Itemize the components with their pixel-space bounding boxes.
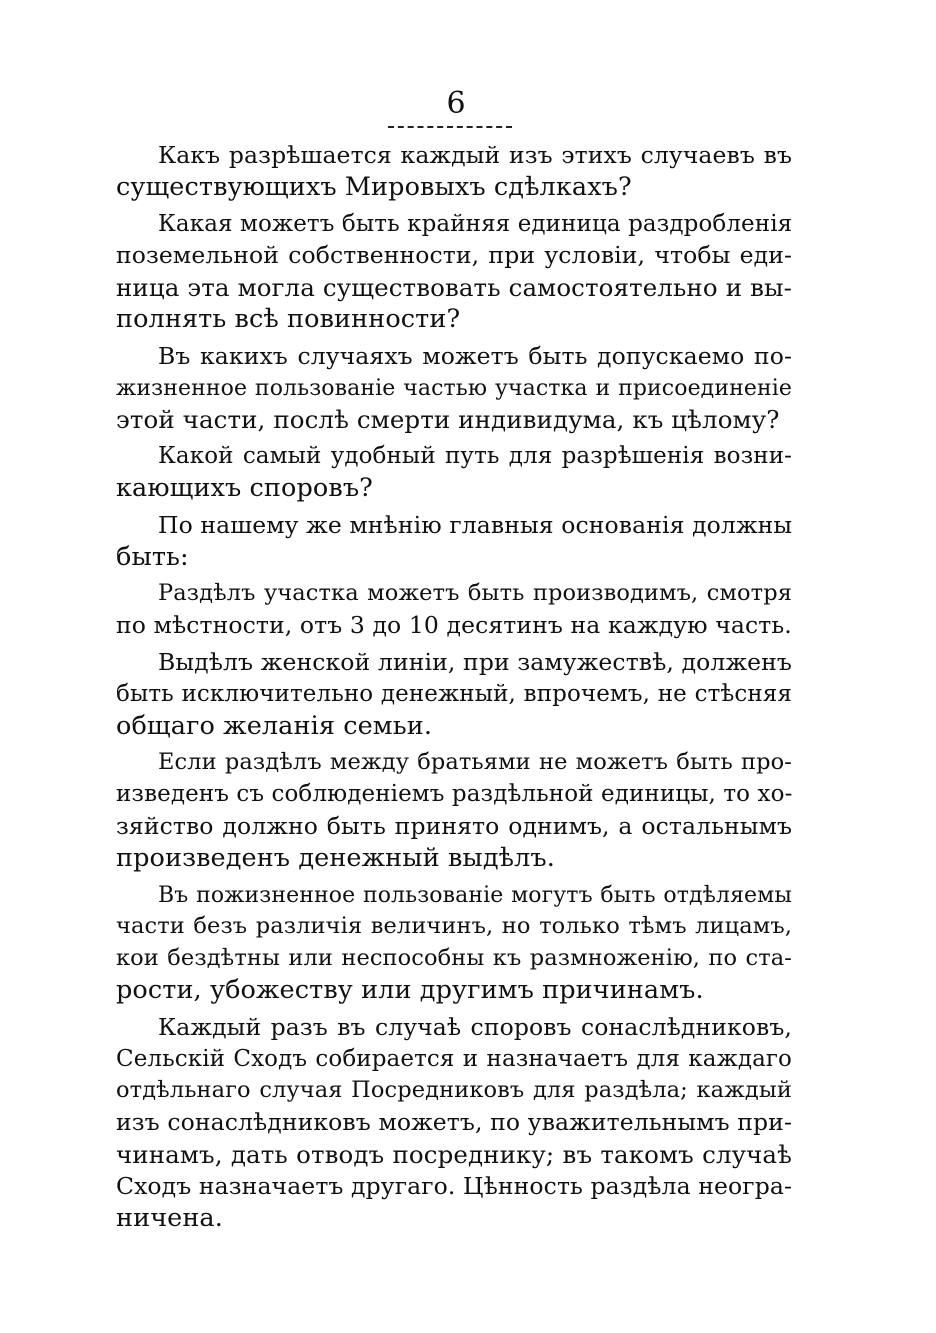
header-rule bbox=[388, 126, 512, 128]
text-line: Въ пожизненное пользованіе могутъ быть отдѣляемы bbox=[158, 882, 792, 908]
text-line: по мѣстности, отъ 3 до 10 десятинъ на каждую часть. bbox=[116, 611, 792, 640]
text-line: кающихъ споровъ? bbox=[116, 472, 373, 503]
text-line: зяйство должно быть принято однимъ, а остальнымъ bbox=[116, 811, 792, 840]
text-line: кои бездѣтны или неспособны къ размноженію, по ста- bbox=[116, 945, 792, 972]
text-line: общаго желанія семьи. bbox=[116, 710, 433, 741]
text-line: жизненное пользованіе частью участка и присоединеніе bbox=[116, 375, 792, 401]
text-line: Раздѣлъ участка можетъ быть производимъ, смотря bbox=[158, 580, 792, 607]
text-line: поземельной собственности, при условіи, чтобы еди- bbox=[116, 241, 792, 270]
text-line: быть исключительно денежный, впрочемъ, не стѣсняя bbox=[116, 680, 792, 707]
paragraph bbox=[116, 441, 792, 505]
paragraph bbox=[116, 578, 792, 642]
paragraph bbox=[116, 647, 792, 742]
text-line: произведенъ денежный выдѣлъ. bbox=[116, 842, 555, 873]
text-line: Въ какихъ случаяхъ можетъ быть допускаемо по- bbox=[158, 341, 792, 370]
text-line: Выдѣлъ женской линіи, при замужествѣ, долженъ bbox=[158, 647, 792, 676]
text-line: чинамъ, дать отводъ посреднику; въ такомъ случаѣ bbox=[116, 1139, 792, 1169]
text-line: отдѣльнаго случая Посредниковъ для раздѣла; каждый bbox=[116, 1077, 792, 1104]
paragraph bbox=[116, 209, 792, 336]
text-line: существующихъ Мировыхъ сдѣлкахъ? bbox=[116, 171, 632, 202]
text-line: Какой самый удобный путь для разрѣшенія возни- bbox=[158, 443, 792, 470]
text-line: ничена. bbox=[116, 1202, 223, 1233]
paragraph bbox=[116, 140, 792, 204]
paragraph bbox=[116, 341, 792, 436]
page-number: 6 bbox=[446, 86, 466, 121]
paragraph bbox=[116, 1012, 792, 1235]
text-line: По нашему же мнѣнію главныя основанія должны bbox=[158, 510, 793, 539]
text-line: Какая можетъ быть крайняя единица раздробленія bbox=[158, 210, 793, 237]
paragraph bbox=[116, 510, 792, 574]
text-line: изъ сонаслѣдниковъ можетъ, по уважительнымъ при- bbox=[116, 1108, 792, 1137]
text-line: Сельскій Сходъ собирается и назначаетъ для каждаго bbox=[116, 1045, 792, 1072]
text-line: Если раздѣлъ между братьями не можетъ быть про- bbox=[158, 749, 792, 776]
text-line: Какъ разрѣшается каждый изъ этихъ случаевъ въ bbox=[158, 141, 792, 169]
text-line: Каждый разъ въ случаѣ споровъ сонаслѣдниковъ, bbox=[158, 1012, 792, 1041]
text-line: изведенъ съ соблюденіемъ раздѣльной единицы, то хо- bbox=[116, 781, 793, 808]
paragraph bbox=[116, 747, 792, 874]
text-line: полнять всѣ повинности? bbox=[116, 303, 461, 334]
text-line: ница эта могла существовать самостоятельно и вы- bbox=[116, 273, 792, 303]
text-line: рости, убожеству или другимъ причинамъ. bbox=[116, 974, 704, 1005]
text-line: этой части, послѣ смерти индивидума, къ цѣлому? bbox=[116, 405, 780, 435]
paragraph bbox=[116, 880, 792, 1007]
text-line: части безъ различія величинъ, но только тѣмъ лицамъ, bbox=[116, 913, 792, 940]
text-line: Сходъ назначаетъ другаго. Цѣнность раздѣла неогра- bbox=[116, 1171, 792, 1200]
body-text bbox=[116, 140, 792, 1234]
text-line: быть: bbox=[116, 541, 189, 572]
